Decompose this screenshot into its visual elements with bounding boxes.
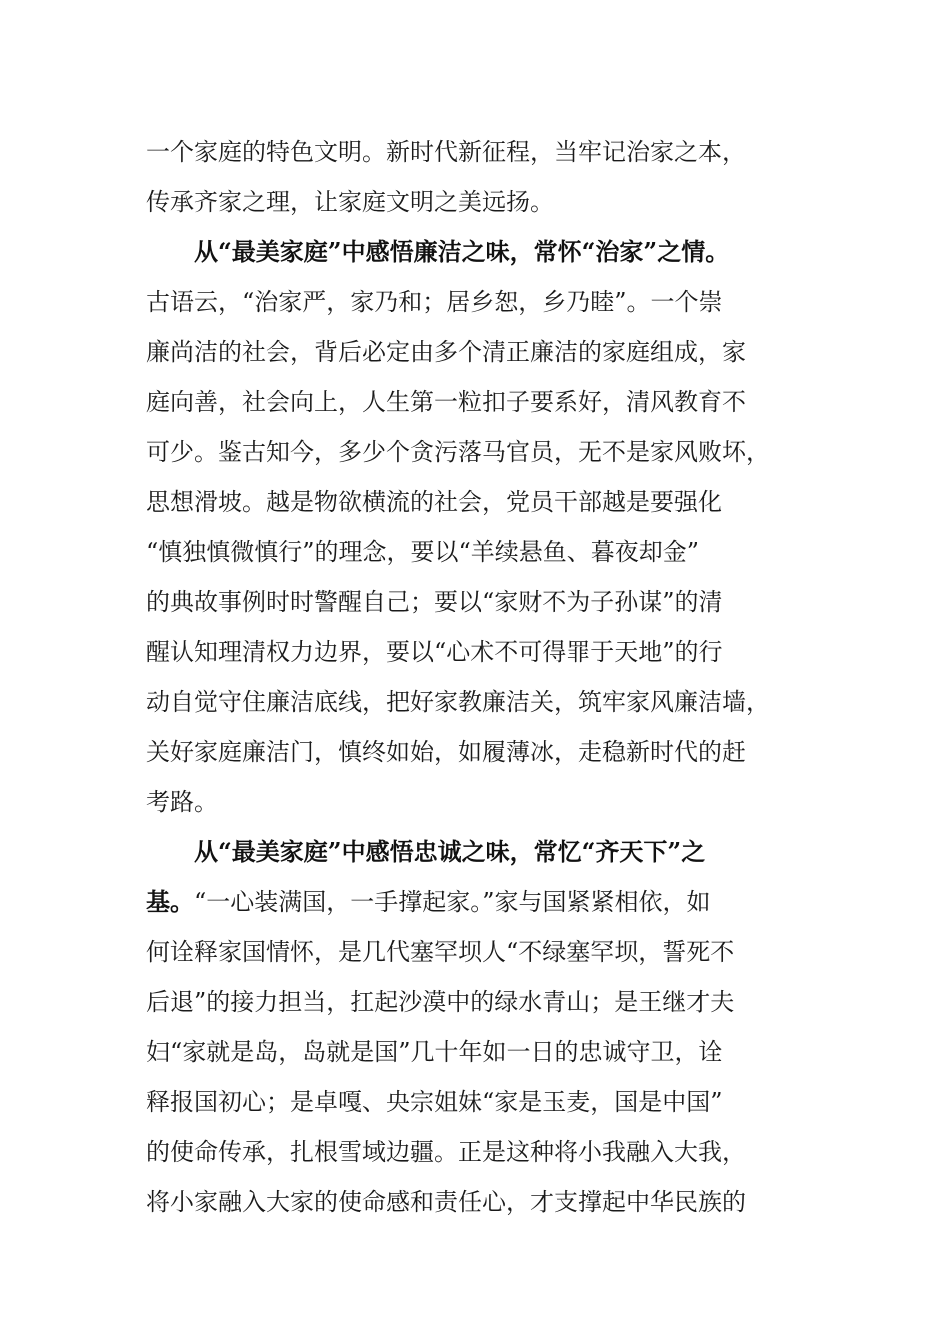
text-line [146,727,746,777]
text-run: 醒认知理清权力边界，要以“心术不可得罪于天地”的行 [146,638,723,666]
paragraph-heading-line [194,827,705,877]
text-run: 思想滑坡。越是物欲横流的社会，党员干部越是要强化 [146,488,722,516]
text-line [146,627,723,677]
text-run: 何诠释家国情怀，是几代塞罕坝人“不绿塞罕坝，誓死不 [146,938,735,966]
text-run: 廉尚洁的社会，背后必定由多个清正廉洁的家庭组成，家 [146,338,746,366]
text-line [146,977,734,1027]
bold-heading-run: 基。 [146,887,194,916]
text-line [146,927,734,977]
text-run: 可少。鉴古知今，多少个贪污落马官员，无不是家风败坏， [146,438,770,466]
text-run: 古语云，“治家严，家乃和；居乡恕，乡乃睦”。一个崇 [146,288,723,316]
text-run: 后退”的接力担当，扛起沙漠中的绿水青山；是王继才夫 [146,988,735,1016]
text-run: 释报国初心；是卓嘎、央宗姐妹“家是玉麦，国是中国” [146,1088,723,1116]
text-run: “慎独慎微慎行”的理念，要以“羊续悬鱼、暮夜却金” [146,538,700,566]
text-line [146,777,218,827]
text-line [146,527,699,577]
text-run: 的典故事例时时警醒自己；要以“家财不为子孙谋”的清 [146,588,723,616]
text-line [146,377,746,427]
text-line [146,427,770,477]
text-line [146,327,746,377]
text-line [146,1127,746,1177]
text-run: 的使命传承，扎根雪域边疆。正是这种将小我融入大我， [146,1138,746,1166]
paragraph-heading-line [194,227,729,277]
text-line [146,177,554,227]
text-run: 动自觉守住廉洁底线，把好家教廉洁关，筑牢家风廉洁墙， [146,688,770,716]
text-run: 妇“家就是岛，岛就是国”几十年如一日的忠诚守卫，诠 [146,1038,723,1066]
text-line [146,1027,723,1077]
text-line [146,677,770,727]
text-run: “一心装满国，一手撑起家。”家与国紧紧相依，如 [194,888,711,916]
text-line [146,877,711,927]
text-line [146,277,723,327]
text-run: 将小家融入大家的使命感和责任心，才支撑起中华民族的 [146,1188,746,1216]
text-run: 一个家庭的特色文明。新时代新征程，当牢记治家之本， [146,138,746,166]
bold-heading-run: 从“最美家庭”中感悟廉洁之味，常怀“治家”之情。 [194,237,730,266]
text-line [146,1177,746,1227]
text-line [146,577,723,627]
text-run: 庭向善，社会向上，人生第一粒扣子要系好，清风教育不 [146,388,746,416]
text-run: 考路。 [146,788,218,816]
text-run: 传承齐家之理，让家庭文明之美远扬。 [146,188,554,216]
text-line [146,477,722,527]
bold-heading-run: 从“最美家庭”中感悟忠诚之味，常忆“齐天下”之 [194,837,706,866]
text-run: 关好家庭廉洁门，慎终如始，如履薄冰，走稳新时代的赶 [146,738,746,766]
text-line [146,127,746,177]
text-line [146,1077,723,1127]
